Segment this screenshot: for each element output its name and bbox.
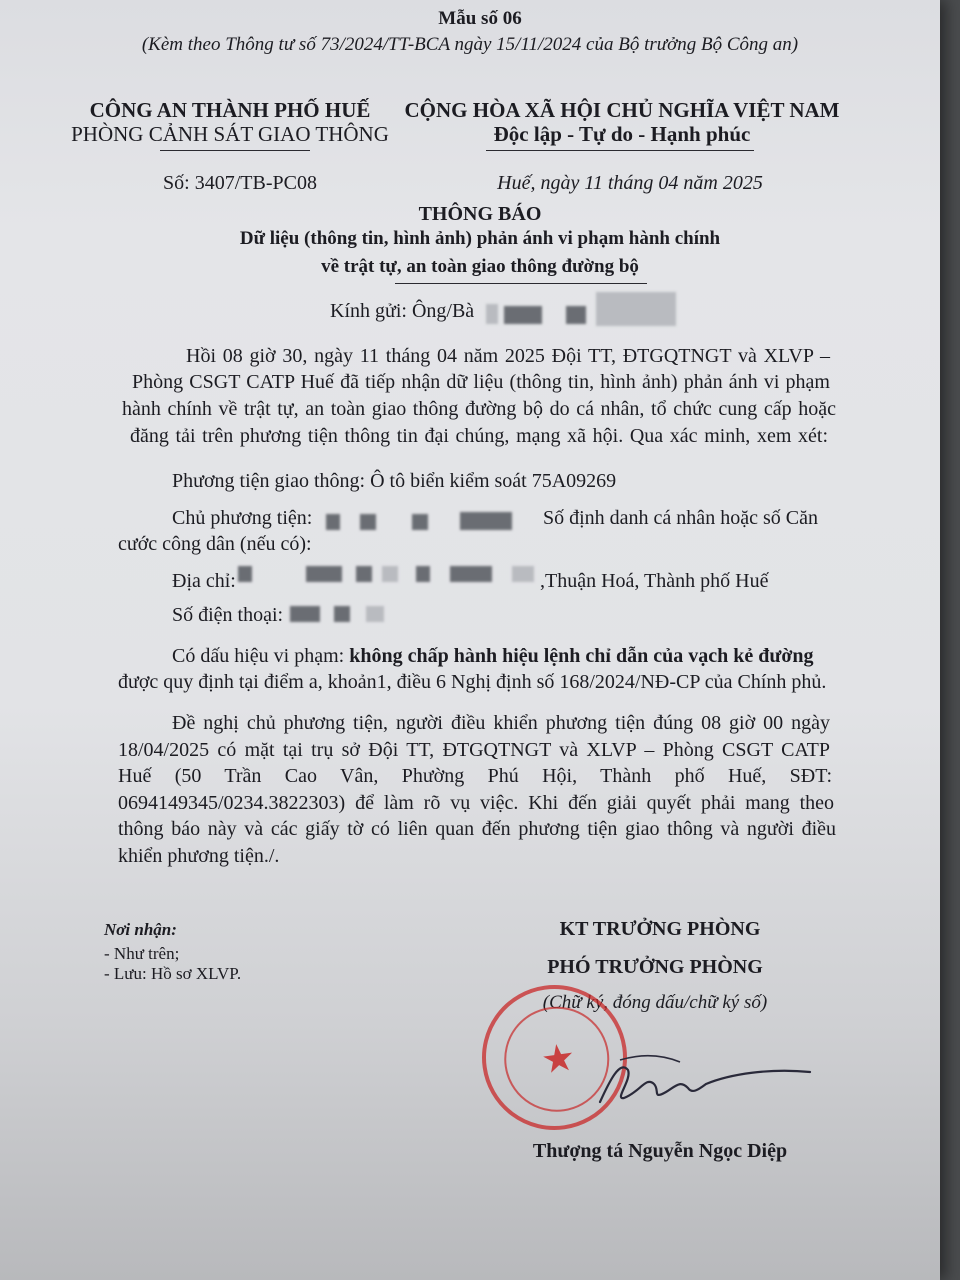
motto-underline — [486, 150, 754, 151]
redacted-address — [512, 566, 534, 582]
redacted-phone — [366, 606, 384, 622]
redacted-address — [238, 566, 252, 582]
redacted-name — [566, 306, 586, 324]
address-label: Địa chỉ: — [172, 570, 236, 592]
request-line: 0694149345/0234.3822303) để làm rõ vụ việc. Khi đến giải quyết phải mang theo — [118, 792, 834, 814]
owner-label: Chủ phương tiện: — [172, 507, 313, 529]
redacted-address — [450, 566, 492, 582]
subtitle-underline — [395, 283, 647, 284]
redacted-owner — [460, 512, 512, 530]
recipients-item: - Như trên; — [104, 944, 180, 963]
redacted-address — [356, 566, 372, 582]
phone-label: Số điện thoại: — [172, 604, 284, 626]
redacted-address — [382, 566, 398, 582]
violation-text: không chấp hành hiệu lệnh chỉ dẫn của vạch kẻ đường — [349, 645, 814, 667]
violation-legal-basis: được quy định tại điểm a, khoản1, điều 6 Nghị định số 168/2024/NĐ-CP của Chính phủ. — [118, 671, 827, 693]
recipient-greeting: Kính gửi: Ông/Bà — [330, 300, 475, 322]
intro-line: đăng tải trên phương tiện thông tin đại chúng, mạng xã hội. Qua xác minh, xem xét: — [130, 425, 828, 447]
redacted-address — [306, 566, 342, 582]
agency-underline — [160, 150, 310, 151]
id-label-continued: cước công dân (nếu có): — [118, 533, 312, 555]
signature-role1: KT TRƯỞNG PHÒNG — [559, 918, 761, 940]
request-line: Huế (50 Trần Cao Vân, Phường Phú Hội, Thành phố Huế, SĐT: — [118, 765, 832, 787]
notice-subtitle-line1: Dữ liệu (thông tin, hình ảnh) phản ánh vi phạm hành chính — [239, 228, 721, 249]
redacted-owner — [360, 514, 376, 530]
recipients-heading: Nơi nhận: — [104, 920, 177, 939]
address-tail: ,Thuận Hoá, Thành phố Huế — [540, 570, 769, 592]
redacted-name — [504, 306, 542, 324]
signature-note: (Chữ ký, đóng dấu/chữ ký số) — [542, 992, 768, 1013]
agency-unit: PHÒNG CẢNH SÁT GIAO THÔNG — [71, 122, 389, 146]
redacted-name — [486, 304, 498, 324]
redacted-address — [416, 566, 430, 582]
seal-star-icon: ★ — [538, 1034, 579, 1083]
issue-date: Huế, ngày 11 tháng 04 năm 2025 — [497, 172, 763, 194]
request-line: khiển phương tiện./. — [118, 845, 280, 867]
signature-role2: PHÓ TRƯỞNG PHÒNG — [547, 956, 763, 978]
redacted-phone — [334, 606, 350, 622]
id-label: Số định danh cá nhân hoặc số Căn — [543, 507, 818, 529]
handwritten-signature — [580, 1040, 820, 1120]
agency-parent: CÔNG AN THÀNH PHỐ HUẾ — [89, 98, 371, 122]
request-line: 18/04/2025 có mặt tại trụ sở Đội TT, ĐTGQTNGT và XLVP – Phòng CSGT CATP — [118, 739, 830, 761]
redacted-phone — [290, 606, 320, 622]
vehicle-info: Phương tiện giao thông: Ô tô biển kiểm soát 75A09269 — [172, 470, 617, 492]
redacted-name — [596, 292, 676, 326]
notice-title: THÔNG BÁO — [418, 203, 542, 225]
violation-prefix: Có dấu hiệu vi phạm: — [172, 645, 350, 667]
notice-subtitle-line2: về trật tự, an toàn giao thông đường bộ — [321, 256, 639, 277]
intro-line: hành chính về trật tự, an toàn giao thông đường bộ do cá nhân, tổ chức cung cấp hoặc — [122, 398, 836, 420]
nation-name: CỘNG HÒA XÃ HỘI CHỦ NGHĨA VIỆT NAM — [404, 98, 840, 122]
nation-motto: Độc lập - Tự do - Hạnh phúc — [493, 122, 751, 146]
intro-line: Phòng CSGT CATP Huế đã tiếp nhận dữ liệu (thông tin, hình ảnh) phản ánh vi phạm — [132, 371, 830, 393]
request-line: thông báo này và các giấy tờ có liên quan đến phương tiện giao thông và người điều — [118, 818, 836, 840]
form-number: Mẫu số 06 — [438, 8, 522, 29]
recipients-item: - Lưu: Hồ sơ XLVP. — [104, 964, 242, 983]
intro-line: Hồi 08 giờ 30, ngày 11 tháng 04 năm 2025 Đội TT, ĐTGQTNGT và XLVP – — [186, 345, 830, 367]
violation-line — [172, 645, 814, 668]
redacted-owner — [326, 514, 340, 530]
signer-name: Thượng tá Nguyễn Ngọc Diệp — [532, 1140, 788, 1162]
redacted-owner — [412, 514, 428, 530]
request-line: Đề nghị chủ phương tiện, người điều khiển phương tiện đúng 08 giờ 00 ngày — [172, 712, 830, 734]
form-attachment-note: (Kèm theo Thông tư số 73/2024/TT-BCA ngày 15/11/2024 của Bộ trưởng Bộ Công an) — [141, 34, 799, 55]
document-number: Số: 3407/TB-PC08 — [163, 172, 317, 194]
